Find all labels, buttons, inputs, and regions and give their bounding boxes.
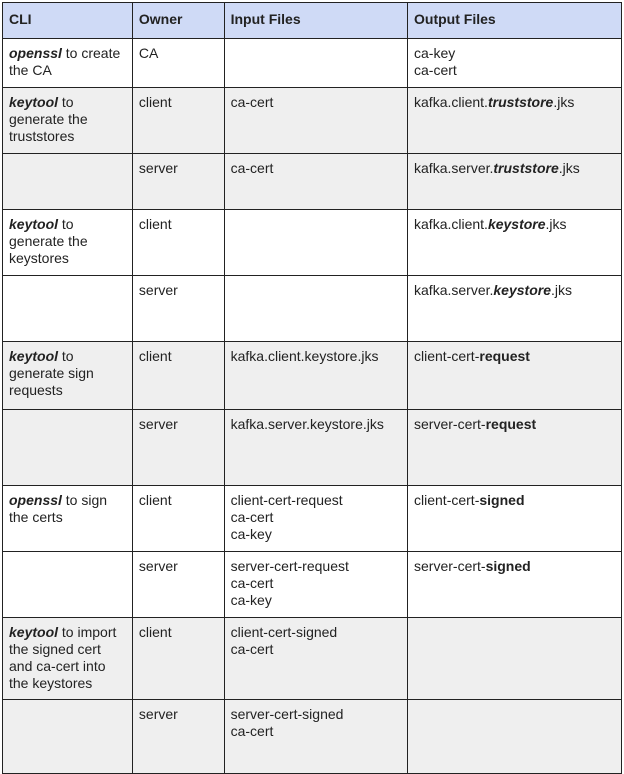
owner-cell: CA (132, 39, 224, 88)
cli-cell (3, 342, 133, 410)
output-file (414, 348, 615, 365)
header-cli: CLI (3, 3, 133, 39)
input-file: server-cert-request (230, 558, 349, 574)
header-owner: Owner (132, 3, 224, 39)
table-row (3, 700, 622, 774)
cli-cell (3, 210, 133, 276)
output-file-part: .jks (558, 160, 580, 176)
input-file: client-cert-signed (230, 624, 338, 640)
output-file (414, 94, 615, 111)
output-file (414, 558, 615, 575)
owner-cell: client (132, 210, 224, 276)
cli-tool-name: keytool (9, 94, 59, 110)
input-files-cell (224, 486, 407, 552)
owner-cell: server (132, 700, 224, 774)
table-row (3, 486, 622, 552)
output-file-part: server-cert- (414, 416, 486, 432)
input-file: ca-key (230, 592, 272, 608)
cli-owner-files-table (2, 2, 622, 774)
output-files-cell (408, 88, 622, 154)
input-files-cell (224, 410, 407, 486)
output-file-part: truststore (493, 160, 559, 176)
output-file (414, 45, 615, 62)
cli-description: to generate the keystores (9, 216, 88, 266)
cli-tool-name: openssl (9, 45, 62, 61)
cli-description: to sign the certs (9, 492, 108, 525)
output-file-part: ca-key (414, 45, 456, 61)
output-file (414, 216, 615, 233)
input-files-cell (224, 700, 407, 774)
cli-cell (3, 486, 133, 552)
cli-description: to generate the truststores (9, 94, 88, 144)
owner-cell: server (132, 154, 224, 210)
cli-tool-name: keytool (9, 348, 59, 364)
output-file (414, 62, 615, 79)
cli-cell (3, 276, 133, 342)
cli-description: to generate sign requests (9, 348, 94, 398)
input-files-cell (224, 618, 407, 700)
output-files-cell (408, 276, 622, 342)
table-row (3, 276, 622, 342)
cli-cell (3, 618, 133, 700)
owner-cell: client (132, 486, 224, 552)
cli-cell (3, 88, 133, 154)
owner-cell: client (132, 342, 224, 410)
output-file-part: keystore (493, 282, 551, 298)
output-file-part: client-cert- (414, 348, 480, 364)
output-file-part: kafka.client. (414, 216, 488, 232)
owner-cell: client (132, 88, 224, 154)
input-file: ca-cert (230, 575, 274, 591)
output-file-part: signed (485, 558, 531, 574)
output-files-cell (408, 552, 622, 618)
output-files-cell (408, 486, 622, 552)
output-files-cell (408, 210, 622, 276)
table-row (3, 88, 622, 154)
table-row (3, 618, 622, 700)
input-file: ca-cert (230, 641, 274, 657)
input-file: ca-key (230, 526, 272, 542)
input-files-cell (224, 342, 407, 410)
output-files-cell (408, 618, 622, 700)
output-file-part: kafka.server. (414, 282, 494, 298)
table-row (3, 342, 622, 410)
header-input-files: Input Files (224, 3, 407, 39)
input-file: server-cert-signed (230, 706, 344, 722)
header-row (3, 3, 622, 39)
cli-cell (3, 39, 133, 88)
input-file: ca-cert (230, 723, 274, 739)
output-file-part: client-cert- (414, 492, 480, 508)
cli-description: to create the CA (9, 45, 121, 78)
cli-tool-name: keytool (9, 216, 59, 232)
input-file: kafka.server.keystore.jks (230, 416, 384, 432)
cli-tool-name: keytool (9, 624, 59, 640)
output-file-part: kafka.client. (414, 94, 488, 110)
output-file-part: kafka.server. (414, 160, 494, 176)
input-files-cell (224, 88, 407, 154)
output-files-cell (408, 410, 622, 486)
input-files-cell (224, 276, 407, 342)
output-file (414, 160, 615, 177)
output-files-cell (408, 700, 622, 774)
output-file-part: keystore (487, 216, 546, 232)
input-file: kafka.client.keystore.jks (230, 348, 379, 364)
cli-cell (3, 700, 133, 774)
input-file: ca-cert (230, 509, 274, 525)
output-file-part: signed (479, 492, 525, 508)
cli-cell (3, 410, 133, 486)
cli-cell (3, 552, 133, 618)
output-file-part: .jks (553, 94, 575, 110)
header-output-files: Output Files (408, 3, 622, 39)
input-files-cell (224, 39, 407, 88)
output-files-cell (408, 154, 622, 210)
owner-cell: server (132, 410, 224, 486)
output-file-part: truststore (487, 94, 554, 110)
input-files-cell (224, 154, 407, 210)
output-file-part: ca-cert (414, 62, 457, 78)
owner-cell: server (132, 276, 224, 342)
output-files-cell (408, 39, 622, 88)
table-row (3, 154, 622, 210)
cli-tool-name: openssl (9, 492, 62, 508)
cli-cell (3, 154, 133, 210)
output-file-part: request (485, 416, 537, 432)
output-file (414, 282, 615, 299)
output-file-part: .jks (550, 282, 572, 298)
table-row (3, 210, 622, 276)
output-file-part: request (479, 348, 530, 364)
output-file-part: .jks (545, 216, 567, 232)
owner-cell: server (132, 552, 224, 618)
input-file: client-cert-request (230, 492, 343, 508)
table-row (3, 39, 622, 88)
table-row (3, 410, 622, 486)
input-file: ca-cert (230, 94, 274, 110)
input-files-cell (224, 552, 407, 618)
table-body (3, 39, 622, 774)
output-file (414, 492, 615, 509)
owner-cell: client (132, 618, 224, 700)
output-file-part: server-cert- (414, 558, 486, 574)
input-file: ca-cert (230, 160, 274, 176)
cli-description: to import the signed cert and ca-cert into the keystores (9, 624, 117, 691)
output-files-cell (408, 342, 622, 410)
input-files-cell (224, 210, 407, 276)
table-row (3, 552, 622, 618)
output-file (414, 416, 615, 433)
